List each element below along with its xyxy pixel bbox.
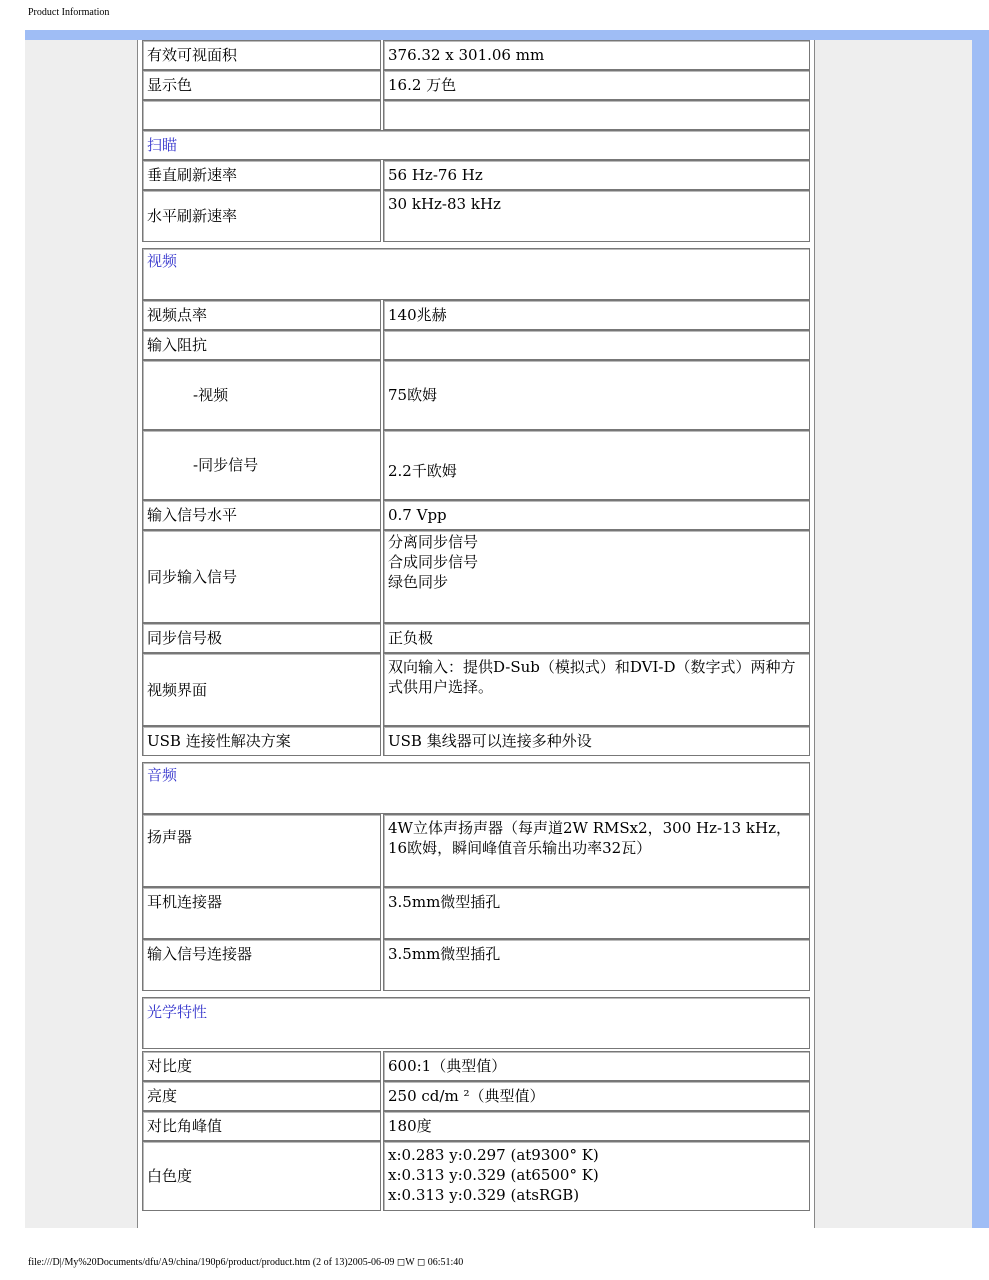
spec-value: 600:1（典型值） xyxy=(383,1051,810,1081)
table-row xyxy=(142,330,810,360)
table-row xyxy=(142,623,810,653)
spec-value: 140兆赫 xyxy=(383,300,810,330)
spec-label: 白色度 xyxy=(142,1141,381,1211)
table-row xyxy=(142,160,810,190)
spec-label: 有效可视面积 xyxy=(142,40,381,70)
section-title: 音频 xyxy=(142,762,810,814)
section-header-scan xyxy=(142,130,810,160)
spec-value: 75欧姆 xyxy=(383,360,810,430)
table-row xyxy=(142,814,810,887)
spec-label: 输入阻抗 xyxy=(142,330,381,360)
spec-label: -视频 xyxy=(142,360,381,430)
table-row xyxy=(142,653,810,726)
page-footer-path: file:///D|/My%20Documents/dfu/A9/china/190p6/product/product.htm (2 of 13)2005-06-09 ◻W ◻ 06:51:40 xyxy=(28,1257,464,1268)
spec-value: 250 cd/m ²（典型值） xyxy=(383,1081,810,1111)
list-item: x:0.283 y:0.297 (at9300° K) xyxy=(388,1146,599,1164)
table-row xyxy=(142,360,810,430)
spec-value: 16.2 万色 xyxy=(383,70,810,100)
table-row xyxy=(142,500,810,530)
spec-value xyxy=(383,330,810,360)
spec-value: 4W立体声扬声器（每声道2W RMSx2，300 Hz-13 kHz，16欧姆，瞬间峰值音乐输出功率32瓦） xyxy=(383,814,810,887)
section-header-optical xyxy=(142,997,810,1049)
spec-panel xyxy=(137,40,815,1228)
spec-label: 扬声器 xyxy=(142,814,381,887)
spec-label: 对比度 xyxy=(142,1051,381,1081)
table-row xyxy=(142,939,810,991)
spec-value: 0.7 Vpp xyxy=(383,500,810,530)
spec-value: 3.5mm微型插孔 xyxy=(383,939,810,991)
spec-label: 显示色 xyxy=(142,70,381,100)
spec-value: 正负极 xyxy=(383,623,810,653)
right-sidebar xyxy=(815,40,973,1228)
spec-label: 输入信号连接器 xyxy=(142,939,381,991)
table-row xyxy=(142,530,810,623)
spec-label: 水平刷新速率 xyxy=(142,190,381,242)
table-row xyxy=(142,190,810,242)
spec-label: 垂直刷新速率 xyxy=(142,160,381,190)
spec-label: USB 连接性解决方案 xyxy=(142,726,381,756)
table-row xyxy=(142,1051,810,1081)
table-row xyxy=(142,430,810,500)
table-row xyxy=(142,40,810,70)
list-item: x:0.313 y:0.329 (at6500° K) xyxy=(388,1166,599,1184)
spec-value: 30 kHz-83 kHz xyxy=(383,190,810,242)
section-title: 扫瞄 xyxy=(142,130,810,160)
list-item: 分离同步信号 xyxy=(388,533,479,551)
spec-value: 2.2千欧姆 xyxy=(383,430,810,500)
spec-label: 视频界面 xyxy=(142,653,381,726)
spec-value: 双向输入：提供D-Sub（模拟式）和DVI-D（数字式）两种方式供用户选择。 xyxy=(383,653,810,726)
spec-value: 56 Hz-76 Hz xyxy=(383,160,810,190)
spec-value: 180度 xyxy=(383,1111,810,1141)
spec-value: USB 集线器可以连接多种外设 xyxy=(383,726,810,756)
spec-label: 输入信号水平 xyxy=(142,500,381,530)
spec-label: 对比角峰值 xyxy=(142,1111,381,1141)
spec-label: 同步输入信号 xyxy=(142,530,381,623)
spec-label: 亮度 xyxy=(142,1081,381,1111)
table-row xyxy=(142,726,810,756)
page-header-title: Product Information xyxy=(28,7,110,18)
vertical-scrollbar[interactable] xyxy=(972,30,989,1228)
spec-value: 3.5mm微型插孔 xyxy=(383,887,810,939)
spec-label: 耳机连接器 xyxy=(142,887,381,939)
table-row xyxy=(142,70,810,100)
table-row-empty xyxy=(142,100,810,130)
table-row xyxy=(142,300,810,330)
spec-value: 376.32 x 301.06 mm xyxy=(383,40,810,70)
section-title: 光学特性 xyxy=(142,997,810,1049)
empty-cell xyxy=(383,100,810,130)
spec-value-list xyxy=(383,530,810,623)
section-header-audio xyxy=(142,762,810,814)
left-sidebar xyxy=(25,40,137,1228)
list-item: 合成同步信号 xyxy=(388,553,479,571)
table-row xyxy=(142,1081,810,1111)
section-title: 视频 xyxy=(142,248,810,300)
section-header-video xyxy=(142,248,810,300)
list-item: x:0.313 y:0.329 (atsRGB) xyxy=(388,1186,580,1204)
spec-value-list xyxy=(383,1141,810,1211)
empty-cell xyxy=(142,100,381,130)
list-item: 绿色同步 xyxy=(388,573,449,591)
table-row xyxy=(142,887,810,939)
spec-label: 同步信号极 xyxy=(142,623,381,653)
table-row xyxy=(142,1111,810,1141)
table-row xyxy=(142,1141,810,1211)
page-content xyxy=(25,40,973,1228)
spec-label: -同步信号 xyxy=(142,430,381,500)
spec-label: 视频点率 xyxy=(142,300,381,330)
browser-frame xyxy=(25,30,989,1228)
